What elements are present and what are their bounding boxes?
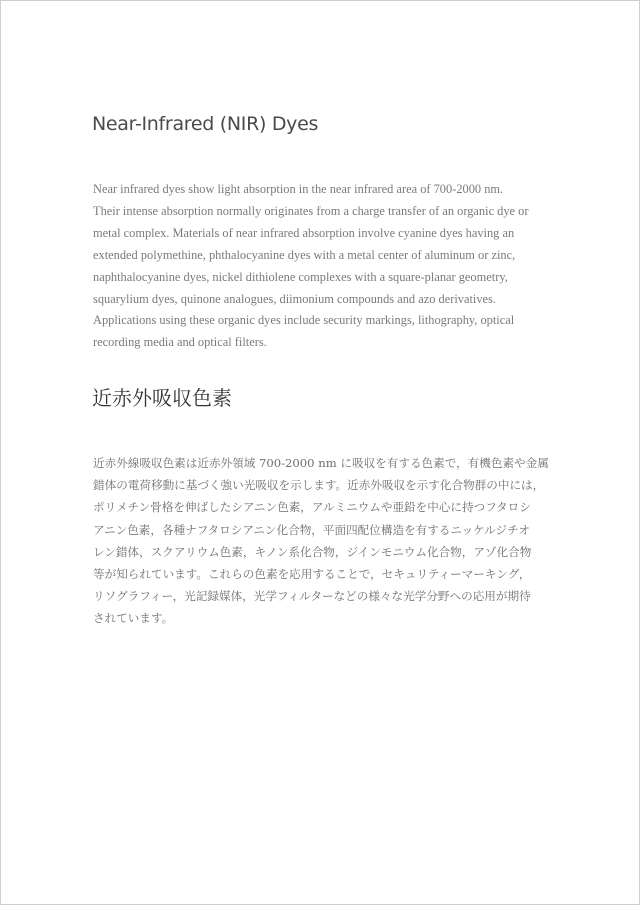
- english-paragraph-line: naphthalocyanine dyes, nickel dithiolene complexes with a square-planar geometry,: [93, 269, 508, 284]
- japanese-paragraph-line: アニン色素，各種ナフタロシアニン化合物，平面四配位構造を有するニッケルジチオ: [93, 522, 531, 537]
- japanese-paragraph-line: レン錯体，スクアリウム色素，キノン系化合物，ジインモニウム化合物，アゾ化合物: [93, 544, 532, 559]
- english-paragraph: [93, 179, 561, 354]
- japanese-paragraph-line: ポリメチン骨格を伸ばしたシアニン色素，アルミニウムや亜鉛を中心に持つフタロシ: [93, 500, 531, 515]
- japanese-paragraph-line: 等が知られています。これらの色素を応用することで，セキュリティーマーキング，: [93, 567, 531, 582]
- english-paragraph-line: Their intense absorption normally originates from a charge transfer of an organic dye or: [93, 203, 529, 218]
- japanese-paragraph-line: 錯体の電荷移動に基づく強い光吸収を示します。近赤外吸収を示す化合物群の中には，: [93, 478, 545, 493]
- english-paragraph-line: squarylium dyes, quinone analogues, diimonium compounds and azo derivatives.: [93, 291, 496, 306]
- english-paragraph-line: extended polymethine, phthalocyanine dyes with a metal center of aluminum or zinc,: [93, 247, 516, 262]
- japanese-paragraph-line: リソグラフィー，光記録媒体，光学フィルターなどの様々な光学分野への応用が期待: [93, 589, 531, 604]
- japanese-paragraph: [93, 452, 563, 630]
- english-heading: Near-Infrared (NIR) Dyes: [92, 113, 319, 135]
- japanese-paragraph-line: されています。: [93, 611, 174, 626]
- japanese-paragraph-line: 近赤外線吸収色素は近赤外領域 700-2000 nm に吸収を有する色素で，有機色素や金属: [93, 456, 549, 470]
- japanese-heading: 近赤外吸収色素: [92, 386, 232, 410]
- english-paragraph-line: Applications using these organic dyes include security markings, lithography, optical: [93, 313, 515, 328]
- english-paragraph-line: Near infrared dyes show light absorption in the near infrared area of 700-2000 nm.: [93, 182, 504, 196]
- english-paragraph-line: recording media and optical filters.: [93, 335, 267, 350]
- english-paragraph-line: metal complex. Materials of near infrared absorption involve cyanine dyes having an: [93, 225, 515, 240]
